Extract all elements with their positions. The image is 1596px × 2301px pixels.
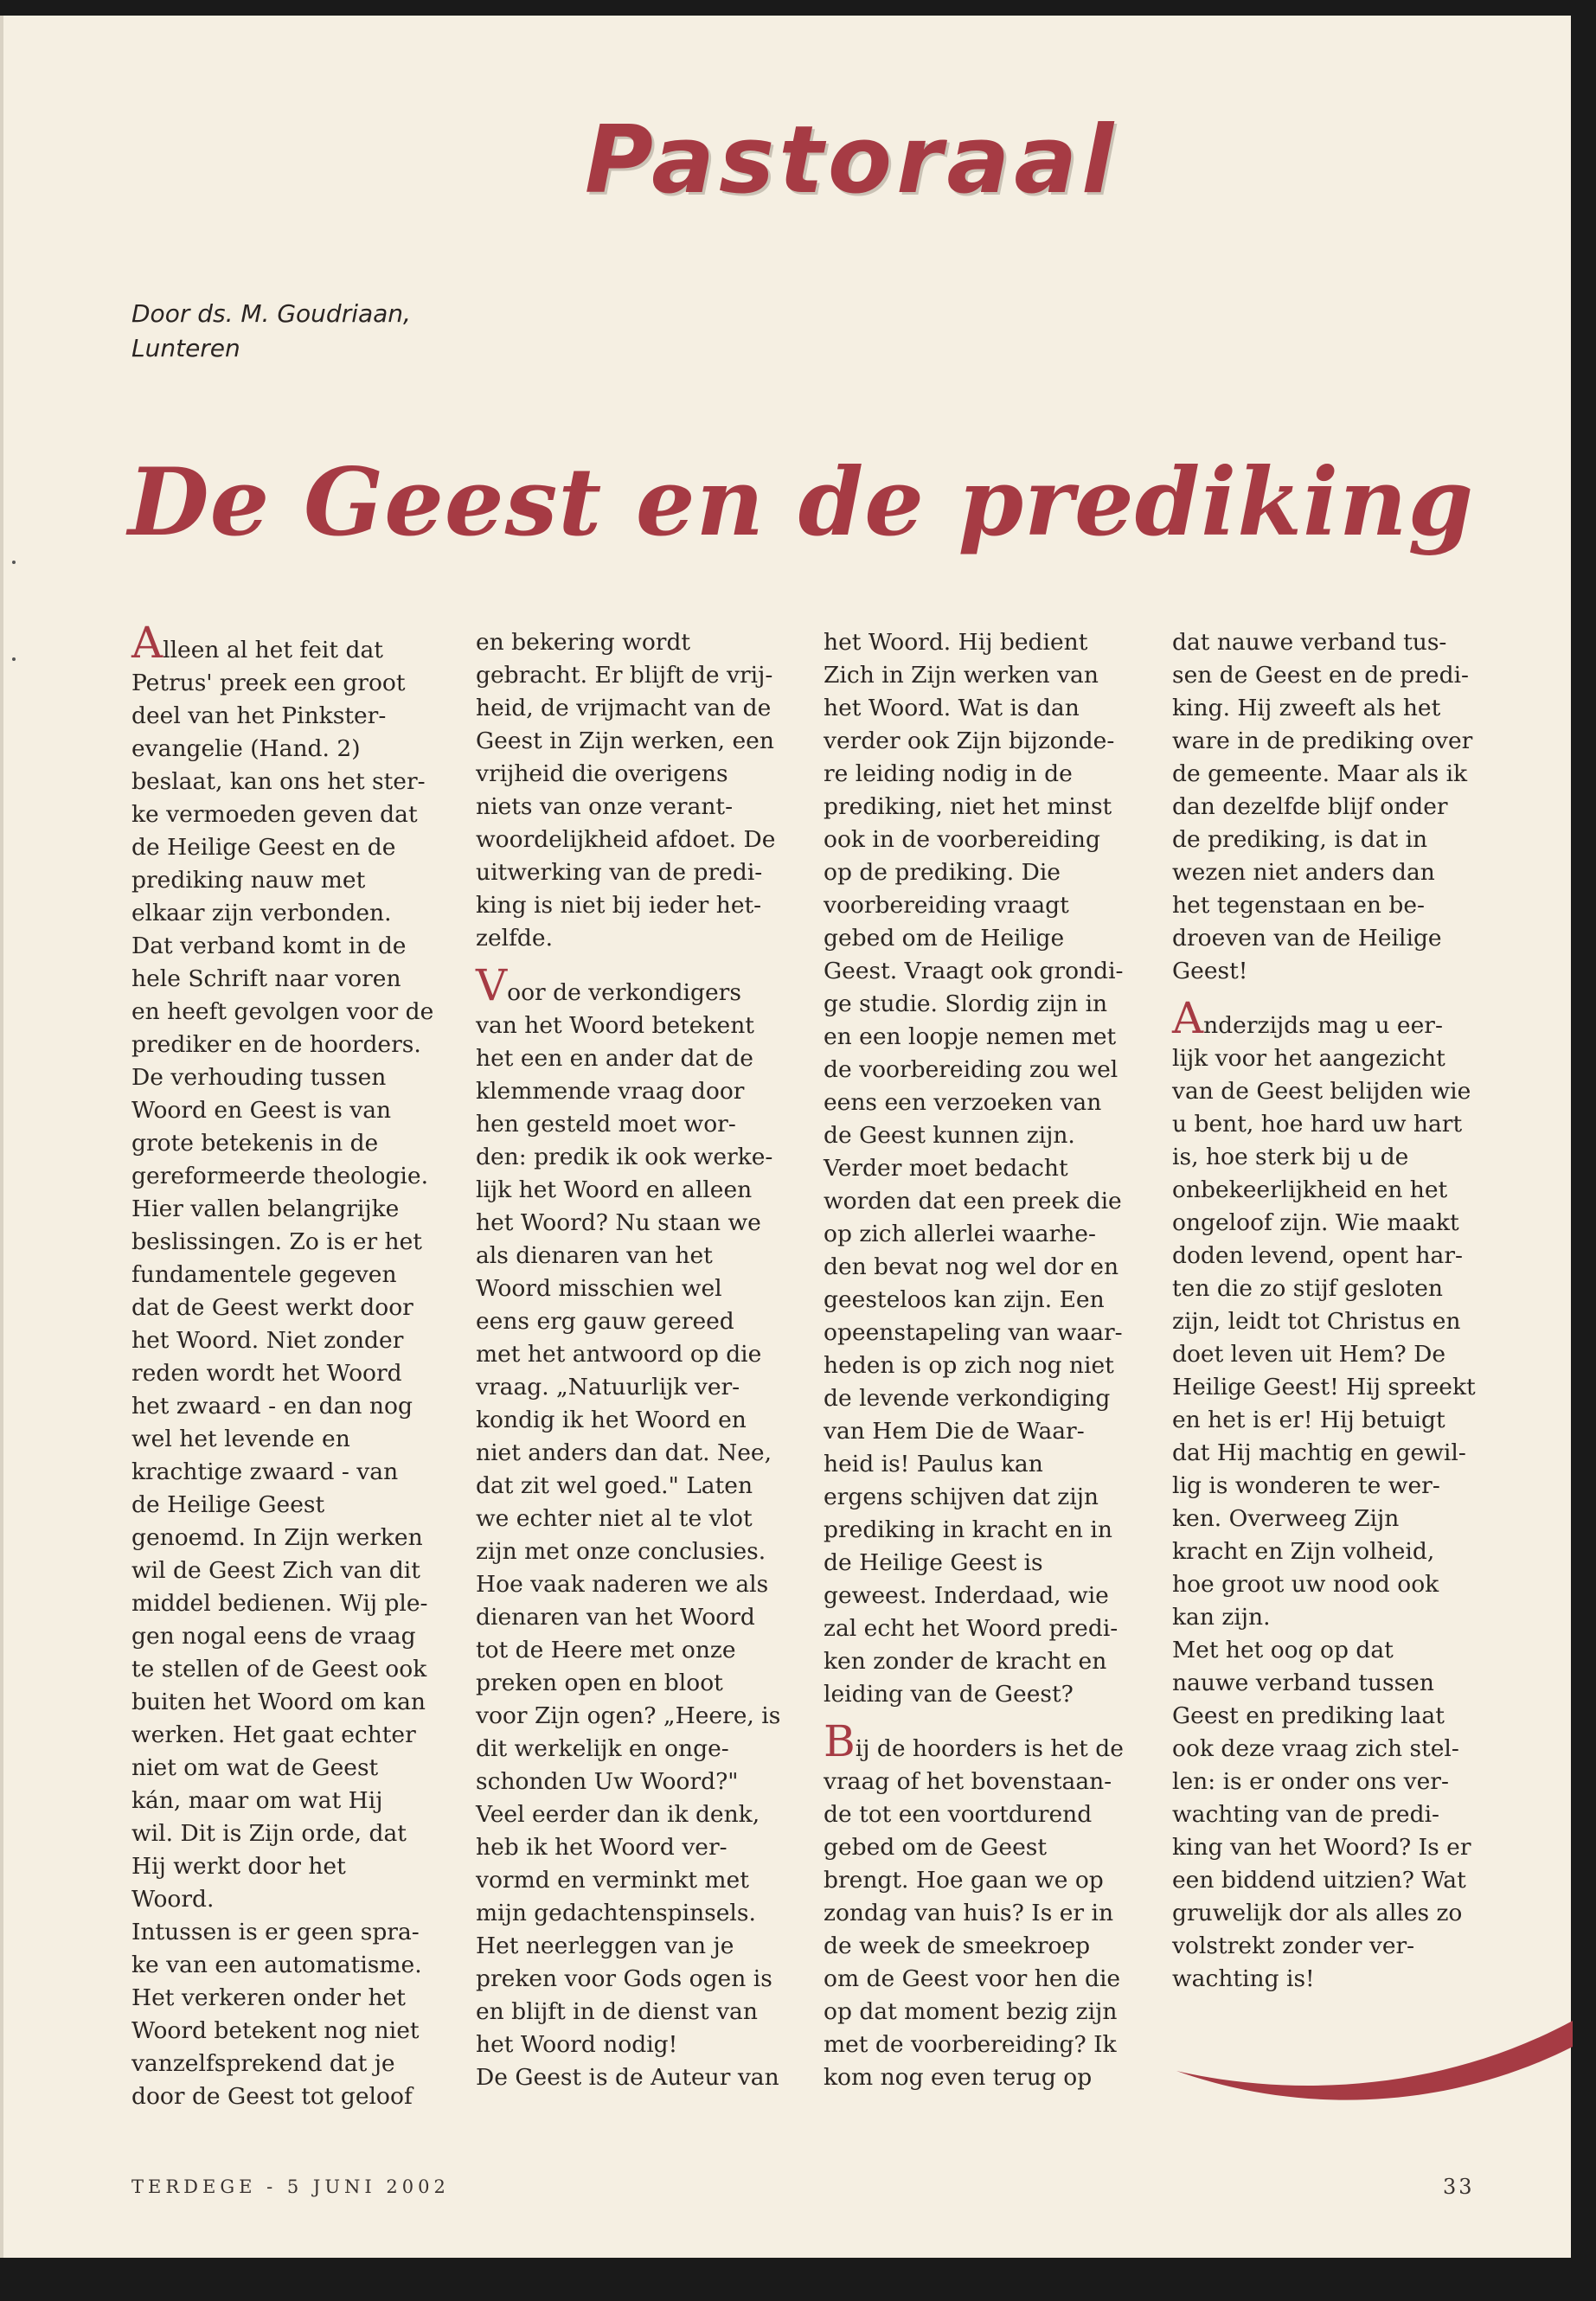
text-line: king van het Woord? Is er (1172, 1834, 1471, 1861)
text-line: Intussen is er geen spra- (131, 1919, 420, 1945)
text-line: beslaat, kan ons het ster- (131, 768, 426, 795)
byline (131, 297, 411, 366)
text-line: ge studie. Slordig zijn in (824, 990, 1108, 1017)
text-line (824, 1716, 1152, 1766)
text-line: door de Geest tot geloof (131, 2083, 413, 2110)
text-line: kondig ik het Woord en (476, 1407, 747, 1433)
text-line (476, 960, 804, 1010)
text-line: king. Hij zweeft als het (1172, 695, 1441, 721)
text-line: gen nogal eens de vraag (131, 1623, 416, 1650)
text-column-3 (824, 626, 1152, 2094)
text-line: geweest. Inderdaad, wie (824, 1582, 1109, 1609)
text-line: len: is er onder ons ver- (1172, 1768, 1449, 1795)
text-line: het Woord? Nu staan we (476, 1209, 761, 1236)
text-line: niet om wat de Geest (131, 1754, 379, 1781)
text-line: dan dezelfde blijf onder (1172, 793, 1448, 820)
text-line: Heilige Geest! Hij spreekt (1172, 1374, 1476, 1400)
page-edge-right (1571, 16, 1590, 2258)
text-line: ken zonder de kracht en (824, 1648, 1107, 1675)
text-line: dat de Geest werkt door (131, 1294, 413, 1321)
text-line: Verder moet bedacht (824, 1155, 1068, 1182)
text-line: kan zijn. (1172, 1604, 1271, 1631)
page-number: 33 (1443, 2175, 1475, 2199)
text-line: is, hoe sterk bij u de (1172, 1144, 1409, 1170)
text-line: zondag van huis? Is er in (824, 1900, 1114, 1926)
text-line: dat nauwe verband tus- (1172, 629, 1447, 656)
text-line: hen gesteld moet wor- (476, 1111, 736, 1138)
paragraph-start-text: oor de verkondigers (507, 979, 741, 1006)
text-line: de voorbereiding zou wel (824, 1056, 1118, 1083)
text-line: dit werkelijk en onge- (476, 1735, 729, 1762)
text-line: worden dat een preek die (824, 1188, 1122, 1215)
text-line: middel bedienen. Wij ple- (131, 1590, 428, 1617)
text-line: prediking, niet het minst (824, 793, 1112, 820)
text-line: voorbereiding vraagt (824, 892, 1069, 919)
text-line: voor Zijn ogen? „Heere, is (476, 1702, 781, 1729)
text-line: volstrekt zonder ver- (1172, 1932, 1415, 1959)
text-line: wil de Geest Zich van dit (131, 1557, 420, 1584)
text-line: Veel eerder dan ik denk, (476, 1801, 760, 1828)
text-line: brengt. Hoe gaan we op (824, 1867, 1104, 1894)
text-line: De Geest is de Auteur van (476, 2064, 779, 2091)
text-line: de Heilige Geest is (824, 1549, 1043, 1576)
text-line: prediking in kracht en in (824, 1516, 1112, 1543)
text-line: Hij werkt door het (131, 1853, 346, 1880)
text-line: eens een verzoeken van (824, 1089, 1102, 1116)
text-line: ken. Overweeg Zijn (1172, 1505, 1400, 1532)
text-line: Het verkeren onder het (131, 1984, 406, 2011)
text-line: wil. Dit is Zijn orde, dat (131, 1820, 407, 1847)
text-line: grote betekenis in de (131, 1130, 379, 1157)
text-line: dienaren van het Woord (476, 1604, 755, 1631)
text-line: werken. Het gaat echter (131, 1721, 416, 1748)
text-line: Geest! (1172, 958, 1248, 984)
text-line: ook deze vraag zich stel- (1172, 1735, 1459, 1762)
text-line: prediker en de hoorders. (131, 1031, 421, 1058)
text-line: woordelijkheid afdoet. De (476, 826, 776, 853)
paragraph-start-text: nderzijds mag u eer- (1203, 1012, 1443, 1039)
text-line: niet anders dan dat. Nee, (476, 1439, 772, 1466)
text-line: gebracht. Er blijft de vrij- (476, 662, 773, 689)
text-column-4 (1172, 626, 1501, 1996)
text-line: heid, de vrijmacht van de (476, 695, 772, 721)
text-line: preken open en bloot (476, 1670, 723, 1696)
text-line: gebed om de Geest (824, 1834, 1048, 1861)
text-line: de prediking, is dat in (1172, 826, 1428, 853)
text-line: ke van een automatisme. (131, 1952, 422, 1978)
text-line: wel het levende en (131, 1426, 350, 1452)
text-line: preken voor Gods ogen is (476, 1965, 772, 1992)
text-line: klemmende vraag door (476, 1078, 745, 1105)
text-line: het tegenstaan en be- (1172, 892, 1425, 919)
text-line: Met het oog op dat (1172, 1637, 1394, 1663)
text-line: te stellen of de Geest ook (131, 1656, 427, 1682)
margin-mark (12, 561, 16, 564)
text-line (131, 618, 460, 668)
text-line: heb ik het Woord ver- (476, 1834, 727, 1861)
text-line: beslissingen. Zo is er het (131, 1228, 422, 1255)
text-line: de week de smeekroep (824, 1932, 1091, 1959)
text-line: u bent, hoe hard uw hart (1172, 1111, 1463, 1138)
drop-cap: A (1172, 993, 1204, 1043)
text-line: vraag of het bovenstaan- (824, 1768, 1112, 1795)
text-line: zal echt het Woord predi- (824, 1615, 1118, 1642)
text-line: het een en ander dat de (476, 1045, 753, 1072)
text-line: het Woord nodig! (476, 2031, 678, 2058)
text-line: Dat verband komt in de (131, 933, 407, 959)
text-line: sen de Geest en de predi- (1172, 662, 1469, 689)
text-column-2 (476, 626, 804, 2094)
text-line: wachting van de predi- (1172, 1801, 1440, 1828)
text-line (1172, 993, 1501, 1043)
text-line: eens erg gauw gereed (476, 1308, 734, 1335)
margin-mark (12, 657, 16, 661)
text-line: tot de Heere met onze (476, 1637, 736, 1663)
text-line: en blijft in de dienst van (476, 1998, 758, 2025)
section-title: Pastoraal (584, 106, 1118, 215)
text-line: en een loopje nemen met (824, 1023, 1117, 1050)
text-line: deel van het Pinkster- (131, 702, 387, 729)
text-line: uitwerking van de predi- (476, 859, 763, 886)
text-line: en het is er! Hij betuigt (1172, 1407, 1445, 1433)
text-line: heid is! Paulus kan (824, 1451, 1043, 1477)
page-edge-left (0, 16, 3, 2258)
drop-cap: A (131, 618, 163, 668)
text-line: op zich allerlei waarhe- (824, 1221, 1096, 1247)
text-line: wachting is! (1172, 1965, 1315, 1992)
text-line: van de Geest belijden wie (1172, 1078, 1471, 1105)
text-line: op de prediking. Die (824, 859, 1061, 886)
text-line: en heeft gevolgen voor de (131, 998, 434, 1025)
text-line: den bevat nog wel dor en (824, 1253, 1119, 1280)
text-line: dat Hij machtig en gewil- (1172, 1439, 1466, 1466)
text-line: prediking nauw met (131, 867, 366, 894)
text-column-1 (131, 618, 460, 2113)
text-line: ergens schijven dat zijn (824, 1484, 1099, 1510)
text-line: droeven van de Heilige (1172, 925, 1442, 952)
magazine-page (0, 16, 1590, 2258)
drop-cap: V (476, 960, 508, 1010)
text-line: vraag. „Natuurlijk ver- (476, 1374, 740, 1400)
text-line: reden wordt het Woord (131, 1360, 402, 1387)
text-line: Petrus' preek een groot (131, 670, 406, 696)
text-line: verder ook Zijn bijzonde- (824, 727, 1115, 754)
text-line: de gemeente. Maar als ik (1172, 760, 1468, 787)
text-line: Geest in Zijn werken, een (476, 727, 774, 754)
text-line: met het antwoord op die (476, 1341, 762, 1368)
text-line: schonden Uw Woord?" (476, 1768, 739, 1795)
text-line: re leiding nodig in de (824, 760, 1073, 787)
text-line: krachtige zwaard - van (131, 1458, 399, 1485)
paragraph-gap (824, 1711, 1152, 1725)
text-line: hoe groot uw nood ook (1172, 1571, 1439, 1598)
text-line: zijn, leidt tot Christus en (1172, 1308, 1461, 1335)
text-line: Geest en prediking laat (1172, 1702, 1445, 1729)
footer-publication: TERDEGE - 5 JUNI 2002 (131, 2176, 450, 2197)
text-line: gereformeerde theologie. (131, 1163, 428, 1189)
text-line: het Woord. Hij bedient (824, 629, 1088, 656)
text-line: het Woord. Wat is dan (824, 695, 1080, 721)
text-line: doet leven uit Hem? De (1172, 1341, 1446, 1368)
text-line: ongeloof zijn. Wie maakt (1172, 1209, 1459, 1236)
text-line: genoemd. In Zijn werken (131, 1524, 423, 1551)
text-line: van Hem Die de Waar- (824, 1418, 1085, 1445)
text-line: Woord en Geest is van (131, 1097, 392, 1124)
text-line: de tot een voortdurend (824, 1801, 1093, 1828)
text-line: kracht en Zijn volheid, (1172, 1538, 1435, 1565)
text-line: lijk voor het aangezicht (1172, 1045, 1445, 1072)
text-line: de Geest kunnen zijn. (824, 1122, 1075, 1149)
paragraph-start-text: ij de hoorders is het de (855, 1735, 1124, 1762)
text-line: vormd en verminkt met (476, 1867, 749, 1894)
text-line: wezen niet anders dan (1172, 859, 1435, 886)
text-line: gebed om de Heilige (824, 925, 1065, 952)
paragraph-gap (476, 955, 804, 969)
text-line: zijn met onze conclusies. (476, 1538, 766, 1565)
text-line: ten die zo stijf gesloten (1172, 1275, 1443, 1302)
text-line: de Heilige Geest en de (131, 834, 396, 861)
text-line: op dat moment bezig zijn (824, 1998, 1118, 2025)
text-line: buiten het Woord om kan (131, 1689, 426, 1715)
decorative-swoosh (1159, 1969, 1574, 2107)
text-line: den: predik ik ook werke- (476, 1144, 773, 1170)
text-line: Woord. (131, 1886, 215, 1913)
byline-author: Door ds. M. Goudriaan, (131, 299, 411, 328)
text-line: Het neerleggen van je (476, 1932, 734, 1959)
text-line: geesteloos kan zijn. Een (824, 1286, 1105, 1313)
text-line: gruwelijk dor als alles zo (1172, 1900, 1463, 1926)
text-line: zelfde. (476, 925, 553, 952)
text-line: en bekering wordt (476, 629, 691, 656)
text-line: om de Geest voor hen die (824, 1965, 1121, 1992)
text-line: een biddend uitzien? Wat (1172, 1867, 1466, 1894)
text-line: Zich in Zijn werken van (824, 662, 1099, 689)
text-line: heden is op zich nog niet (824, 1352, 1114, 1379)
text-line: elkaar zijn verbonden. (131, 900, 392, 926)
byline-location: Lunteren (131, 334, 240, 362)
text-line: de Heilige Geest (131, 1491, 325, 1518)
text-line: de levende verkondiging (824, 1385, 1111, 1412)
text-line: lijk het Woord en alleen (476, 1176, 753, 1203)
text-line: Geest. Vraagt ook grondi- (824, 958, 1124, 984)
text-line: Hoe vaak naderen we als (476, 1571, 769, 1598)
text-line: king is niet bij ieder het- (476, 892, 762, 919)
text-line: ke vermoeden geven dat (131, 801, 418, 828)
text-line: van het Woord betekent (476, 1012, 754, 1039)
text-line: mijn gedachtenspinsels. (476, 1900, 756, 1926)
text-line: onbekeerlijkheid en het (1172, 1176, 1448, 1203)
text-line: met de voorbereiding? Ik (824, 2031, 1117, 2058)
text-line: ook in de voorbereiding (824, 826, 1100, 853)
text-line: ware in de prediking over (1172, 727, 1473, 754)
text-line: vrijheid die overigens (476, 760, 728, 787)
drop-cap: B (824, 1716, 856, 1766)
text-line: lig is wonderen te wer- (1172, 1472, 1440, 1499)
text-line: De verhouding tussen (131, 1064, 387, 1091)
text-line: opeenstapeling van waar- (824, 1319, 1123, 1346)
text-line: het zwaard - en dan nog (131, 1393, 413, 1420)
text-line: leiding van de Geest? (824, 1681, 1074, 1708)
paragraph-start-text: lleen al het feit dat (163, 637, 383, 663)
text-line: Woord betekent nog niet (131, 2017, 420, 2044)
text-line: Hier vallen belangrijke (131, 1195, 400, 1222)
text-line: als dienaren van het (476, 1242, 713, 1269)
article-title: De Geest en de prediking (128, 448, 1475, 557)
text-line: niets van onze verant- (476, 793, 734, 820)
text-line: vanzelfsprekend dat je (131, 2050, 395, 2077)
paragraph-gap (1172, 988, 1501, 1002)
text-line: dat zit wel goed." Laten (476, 1472, 753, 1499)
text-line: nauwe verband tussen (1172, 1670, 1434, 1696)
text-line: doden levend, opent har- (1172, 1242, 1463, 1269)
text-line: we echter niet al te vlot (476, 1505, 753, 1532)
text-line: het Woord. Niet zonder (131, 1327, 404, 1354)
text-line: evangelie (Hand. 2) (131, 735, 361, 762)
text-line: Woord misschien wel (476, 1275, 722, 1302)
text-line: hele Schrift naar voren (131, 965, 401, 992)
text-line: kán, maar om wat Hij (131, 1787, 383, 1814)
text-line: fundamentele gegeven (131, 1261, 397, 1288)
text-line: kom nog even terug op (824, 2064, 1093, 2091)
